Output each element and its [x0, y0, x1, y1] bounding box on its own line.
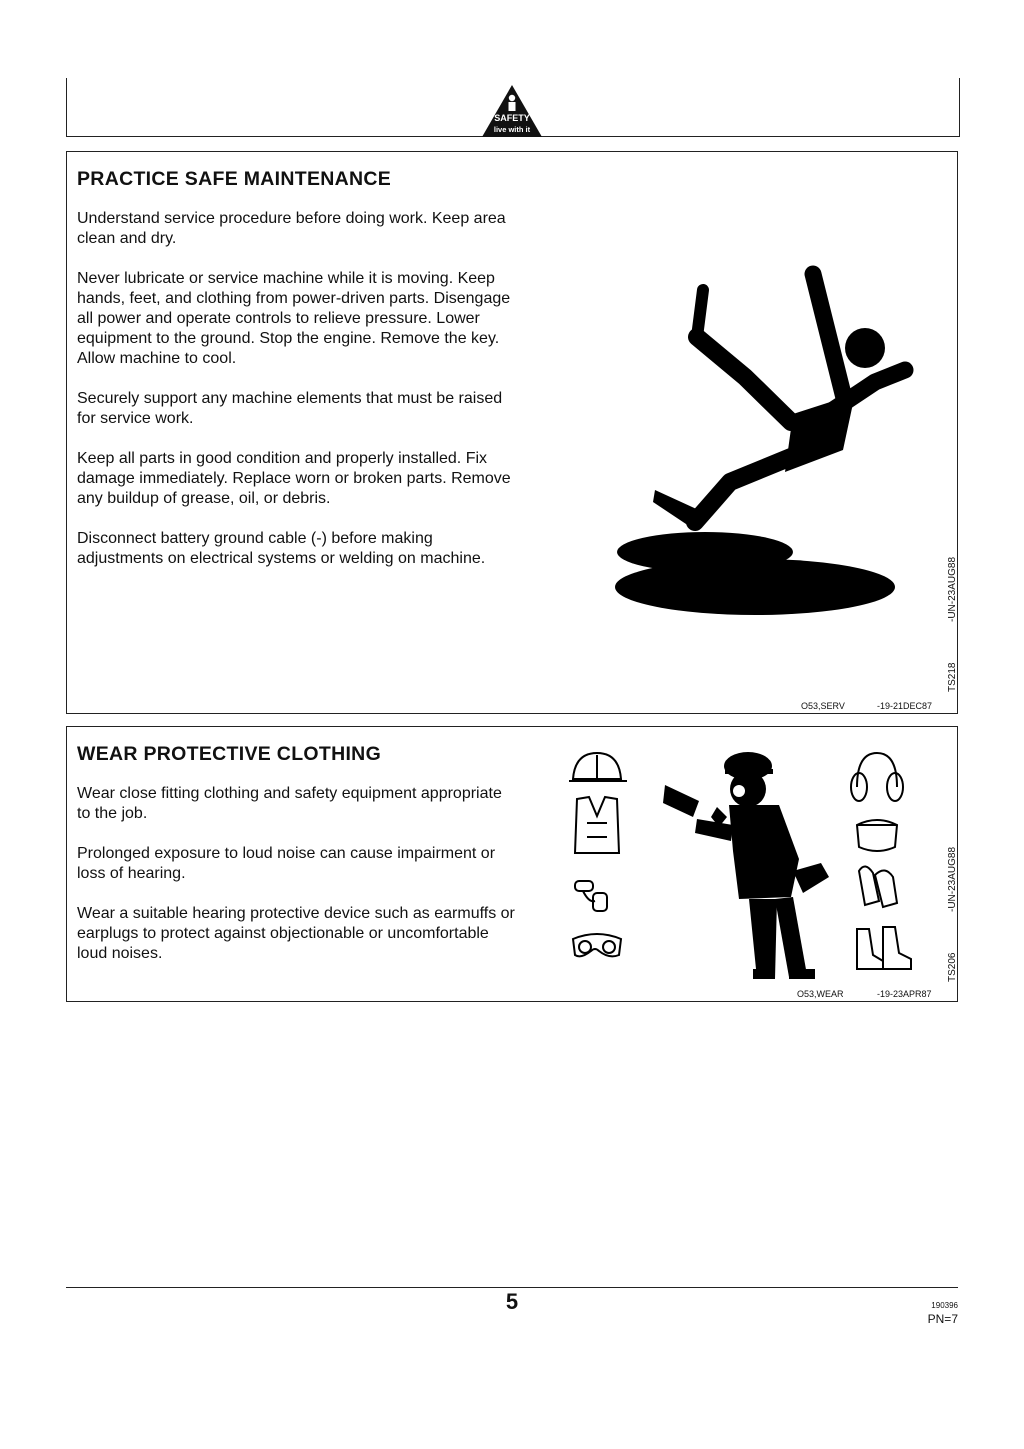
safety-logo-text: SAFETY: [494, 113, 530, 123]
image-code-vertical: -UN-23AUG88: [947, 556, 958, 622]
face-shield-icon: [857, 820, 897, 851]
earmuffs-icon: [851, 753, 903, 801]
paragraph: Understand service procedure before doing work. Keep area clean and dry.: [77, 210, 506, 247]
reference-code: O53,WEAR: [797, 989, 844, 999]
section-safe-maintenance: [66, 151, 958, 714]
section-body: [77, 784, 517, 984]
safety-vest-icon: [575, 797, 619, 853]
image-id-vertical: TS206: [947, 952, 958, 982]
safety-logo-icon: [480, 84, 544, 139]
paragraph: Keep all parts in good condition and properly installed. Fix damage immediately. Replace worn or broken parts. Remove any buildup of grease, oil, or debris.: [77, 450, 511, 507]
paragraph: Prolonged exposure to loud noise can cause impairment or loss of hearing.: [77, 845, 496, 882]
reference-code: O53,SERV: [801, 701, 845, 711]
footer-divider: [66, 1287, 958, 1288]
earplugs-icon: [575, 881, 607, 911]
section-protective-clothing: [66, 726, 958, 1002]
document-code: 190396: [931, 1301, 958, 1310]
paragraph: Disconnect battery ground cable (-) before making adjustments on electrical systems or welding on machine.: [77, 530, 486, 567]
safety-boots-icon: [857, 927, 911, 969]
hard-hat-icon: [569, 753, 627, 781]
safety-logo-subtext: live with it: [493, 125, 531, 134]
section-title: WEAR PROTECTIVE CLOTHING: [77, 743, 382, 765]
page-number: 5: [505, 1289, 519, 1314]
page-reference: PN=7: [927, 1312, 958, 1326]
goggles-icon: [573, 934, 621, 956]
section-body: [77, 209, 517, 589]
reference-date: -19-21DEC87: [877, 701, 933, 711]
slipping-person-icon: [555, 262, 915, 622]
section-title: PRACTICE SAFE MAINTENANCE: [77, 168, 392, 190]
paragraph: Wear close fitting clothing and safety equipment appropriate to the job.: [77, 785, 502, 822]
paragraph: Securely support any machine elements that must be raised for service work.: [77, 390, 503, 427]
image-id-vertical: TS218: [947, 662, 958, 692]
worker-figure-icon: [663, 752, 829, 979]
paragraph: Wear a suitable hearing protective device such as earmuffs or earplugs to protect against objectionable or uncomfortable loud noises.: [77, 905, 515, 962]
protective-gear-illustration: [567, 741, 912, 981]
image-code-vertical: -UN-23AUG88: [947, 846, 958, 912]
reference-date: -19-23APR87: [877, 989, 932, 999]
gloves-icon: [859, 866, 897, 907]
paragraph: Never lubricate or service machine while it is moving. Keep hands, feet, and clothing from power-driven parts. Disengage all power and operate controls to relieve pressure. Lower equipment to the ground. Stop the engine. Remove the key. Allow machine to cool.: [77, 270, 511, 367]
